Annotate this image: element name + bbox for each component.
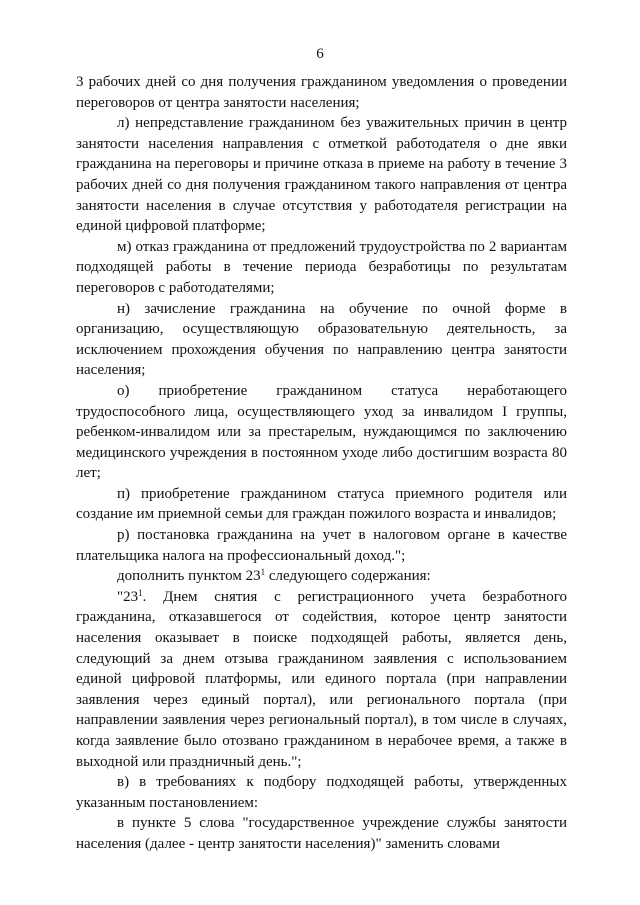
paragraph-item-l: л) непредставление гражданином без уважительных причин в центр занятости населения направления с отметкой работодателя о дне явки гражданина на переговоры и причине отказа в приеме на работу в течение 3 рабочих дней со дня получения гражданином такого направления от центра занятости населения в случае отсутствия у работодателя регистрации на единой цифровой платформе; — [76, 115, 567, 235]
paragraph-continuation: 3 рабочих дней со дня получения гражданином уведомления о проведении переговоров от центра занятости населения; — [76, 74, 567, 111]
paragraph-item-o: о) приобретение гражданином статуса неработающего трудоспособного лица, осуществляющего уход за инвалидом I группы, ребенком-инвалидом или за престарелым, нуждающимся по заключению медицинского учреждения в постоянном уходе либо достигшим возраста 80 лет; — [76, 382, 567, 482]
paragraph-item-m: м) отказ гражданина от предложений трудоустройства по 2 вариантам подходящей работы в течение периода безработицы по результатам переговоров с работодателями; — [76, 238, 567, 296]
paragraph-item-p: п) приобретение гражданином статуса приемного родителя или создание им приемной семьи для граждан пожилого возраста и инвалидов; — [76, 485, 567, 523]
paragraph-item-23-1 — [76, 587, 567, 772]
paragraph-item-point-5: в пункте 5 слова "государственное учреждение службы занятости населения (далее - центр занятости населения)" заменить словами — [76, 815, 567, 852]
paragraph-supplement — [76, 566, 567, 587]
paragraph-item-r: р) постановка гражданина на учет в налоговом органе в качестве плательщика налога на профессиональный доход."; — [76, 527, 567, 564]
page-number: 6 — [316, 46, 324, 62]
supplement-superscript: 1 — [260, 567, 266, 578]
supplement-text-after: следующего содержания: — [265, 568, 431, 585]
paragraph-item-n: н) зачисление гражданина на обучение по очной форме в организацию, осуществляющую образовательную деятельность, за исключением прохождения обучения по направлению центра занятости населения; — [76, 300, 567, 379]
item-23-1-superscript: 1 — [138, 587, 143, 598]
supplement-text-before: дополнить пунктом 23 — [117, 568, 261, 585]
item-23-1-text-before: "23 — [117, 588, 139, 605]
paragraph-item-v: в) в требованиях к подбору подходящей работы, утвержденных указанным постановлением: — [76, 774, 567, 811]
document-body — [76, 72, 567, 855]
item-23-1-text-after: . Днем снятия с регистрационного учета безработного гражданина, отказавшегося от содействия, которое центр занятости населения оказывает в поиске подходящей работы, является день, следующий за днем отзыва гражданином заявления с использованием единой цифровой платформы, или единого портала (при направлении заявления через единый портал), или регионального портала (при направлении заявления через региональный портал), в том числе в случаях, когда заявление было отозвано гражданином в нерабочее время, а также в выходной или праздничный день."; — [76, 588, 567, 770]
